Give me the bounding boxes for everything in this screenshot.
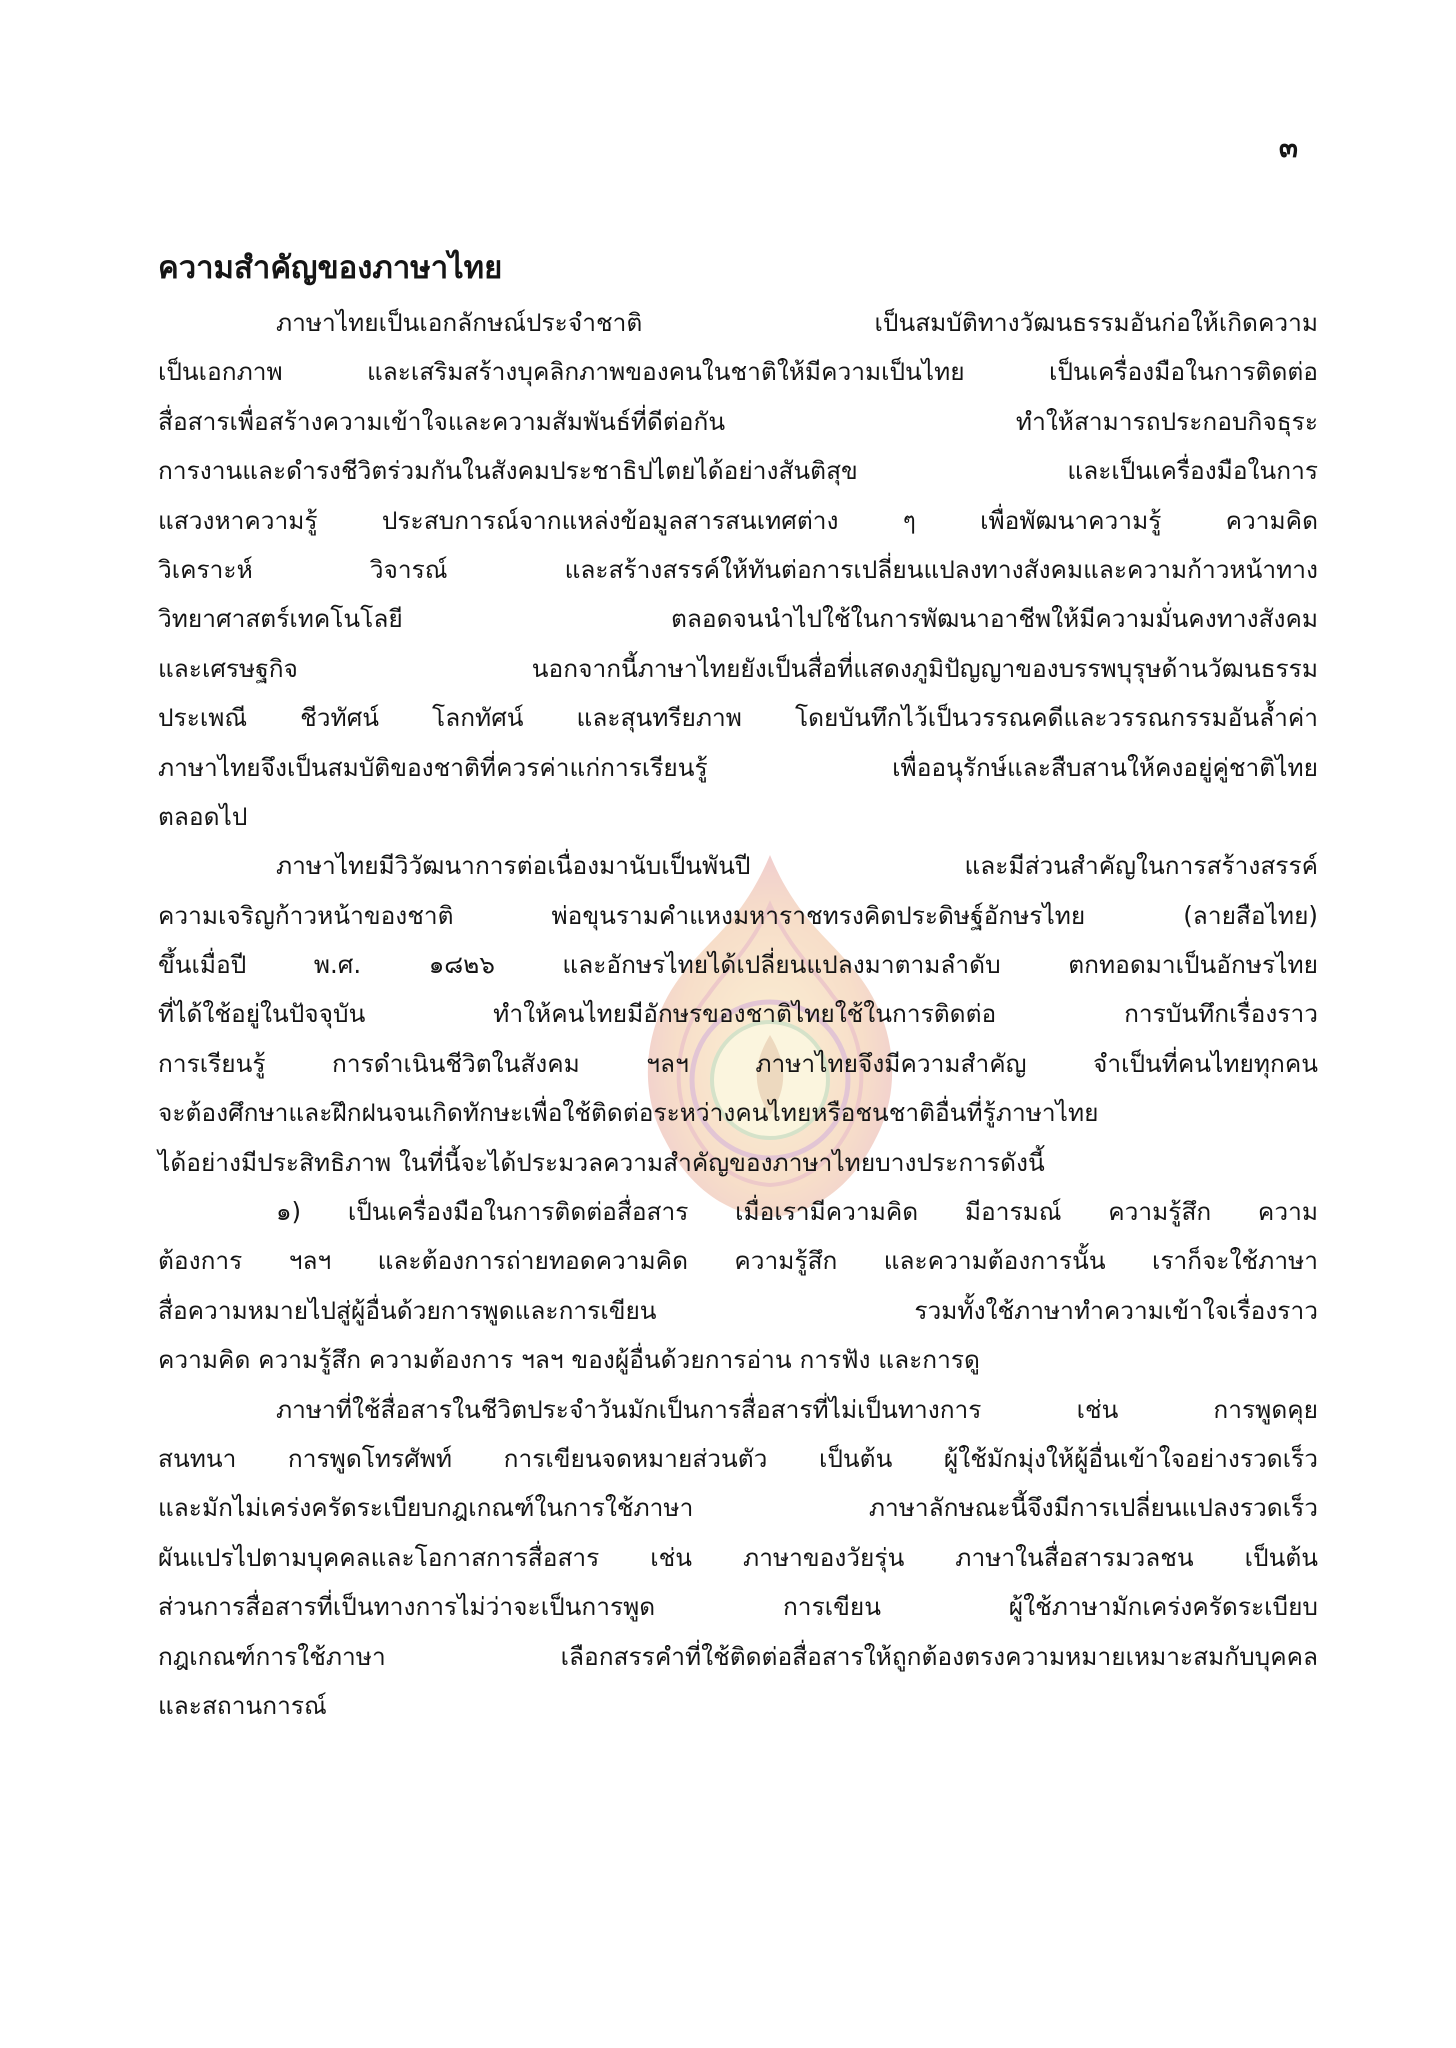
text-line: ตลอดไป [158,801,248,831]
paragraph-2 [158,841,1318,1187]
text-line: การเรียนรู้ การดำเนินชีวิตในสังคม ฯลฯ ภาษาไทยจึงมีความสำคัญ จำเป็นที่คนไทยทุกคน [158,1048,1318,1078]
section-heading: ความสำคัญของภาษาไทย [158,250,503,286]
text-line: ผันแปรไปตามบุคคลและโอกาสการสื่อสาร เช่น ภาษาของวัยรุ่น ภาษาในสื่อสารมวลชน เป็นต้น [158,1542,1318,1572]
text-line: ต้องการ ฯลฯ และต้องการถ่ายทอดความคิด ความรู้สึก และความต้องการนั้น เราก็จะใช้ภาษา [158,1246,1318,1276]
text-line: ภาษาที่ใช้สื่อสารในชีวิตประจำวันมักเป็นการสื่อสารที่ไม่เป็นทางการ เช่น การพูดคุย [276,1394,1318,1424]
text-line: ภาษาไทยเป็นเอกลักษณ์ประจำชาติ เป็นสมบัติทางวัฒนธรรมอันก่อให้เกิดความ [276,308,1318,337]
text-line: กฎเกณฑ์การใช้ภาษา เลือกสรรคำที่ใช้ติดต่อสื่อสารให้ถูกต้องตรงความหมายเหมาะสมกับบุคคล [158,1641,1318,1671]
text-line: ประเพณี ชีวทัศน์ โลกทัศน์ และสุนทรียภาพ โดยบันทึกไว้เป็นวรรณคดีและวรรณกรรมอันล้ำค่า [158,703,1318,733]
text-line: ความคิด ความรู้สึก ความต้องการ ฯลฯ ของผู้อื่นด้วยการอ่าน การฟัง และการดู [158,1345,980,1375]
paragraph-3 [158,1187,1318,1385]
page-number: ๓ [1278,131,1298,164]
paragraph-4 [158,1385,1318,1731]
text-line: เป็นเอกภาพ และเสริมสร้างบุคลิกภาพของคนในชาติให้มีความเป็นไทย เป็นเครื่องมือในการติดต่อ [158,357,1318,387]
text-line: สื่อสารเพื่อสร้างความเข้าใจและความสัมพันธ์ที่ดีต่อกัน ทำให้สามารถประกอบกิจธุระ [158,406,1318,436]
document-body [158,238,1318,1730]
text-line: และสถานการณ์ [158,1690,327,1720]
text-line: สนทนา การพูดโทรศัพท์ การเขียนจดหมายส่วนตัว เป็นต้น ผู้ใช้มักมุ่งให้ผู้อื่นเข้าใจอย่างรวดเร็ว [158,1443,1318,1473]
text-line: วิเคราะห์ วิจารณ์ และสร้างสรรค์ให้ทันต่อการเปลี่ยนแปลงทางสังคมและความก้าวหน้าทาง [158,554,1318,584]
text-line: ขึ้นเมื่อปี พ.ศ. ๑๘๒๖ และอักษรไทยได้เปลี่ยนแปลงมาตามลำดับ ตกทอดมาเป็นอักษรไทย [158,950,1318,980]
text-line: และมักไม่เคร่งครัดระเบียบกฎเกณฑ์ในการใช้ภาษา ภาษาลักษณะนี้จึงมีการเปลี่ยนแปลงรวดเร็ว [158,1493,1318,1523]
text-line: และเศรษฐกิจ นอกจากนี้ภาษาไทยยังเป็นสื่อที่แสดงภูมิปัญญาของบรรพบุรุษด้านวัฒนธรรม [158,653,1318,683]
text-line: การงานและดำรงชีวิตร่วมกันในสังคมประชาธิปไตยได้อย่างสันติสุข และเป็นเครื่องมือในการ [158,456,1318,486]
text-line: ที่ได้ใช้อยู่ในปัจจุบัน ทำให้คนไทยมีอักษรของชาติไทยใช้ในการติดต่อ การบันทึกเรื่องราว [158,999,1318,1029]
text-line: วิทยาศาสตร์เทคโนโลยี ตลอดจนนำไปใช้ในการพัฒนาอาชีพให้มีความมั่นคงทางสังคม [158,604,1318,634]
text-line: ส่วนการสื่อสารที่เป็นทางการไม่ว่าจะเป็นการพูด การเขียน ผู้ใช้ภาษามักเคร่งครัดระเบียบ [158,1592,1318,1622]
text-line: แสวงหาความรู้ ประสบการณ์จากแหล่งข้อมูลสารสนเทศต่าง ๆ เพื่อพัฒนาความรู้ ความคิด [158,505,1318,535]
paragraph-1 [158,298,1318,841]
text-line: ภาษาไทยมีวิวัฒนาการต่อเนื่องมานับเป็นพันปี และมีส่วนสำคัญในการสร้างสรรค์ [276,851,1318,881]
text-line: ๑) เป็นเครื่องมือในการติดต่อสื่อสาร เมื่อเรามีความคิด มีอารมณ์ ความรู้สึก ความ [276,1197,1318,1227]
text-line: ภาษาไทยจึงเป็นสมบัติของชาติที่ควรค่าแก่การเรียนรู้ เพื่ออนุรักษ์และสืบสานให้คงอยู่คู่ชาติไทย [158,752,1318,782]
text-line: สื่อความหมายไปสู่ผู้อื่นด้วยการพูดและการเขียน รวมทั้งใช้ภาษาทำความเข้าใจเรื่องราว [158,1295,1318,1325]
text-line: ได้อย่างมีประสิทธิภาพ ในที่นี้จะได้ประมวลความสำคัญของภาษาไทยบางประการดังนี้ [158,1147,1045,1177]
text-line: จะต้องศึกษาและฝึกฝนจนเกิดทักษะเพื่อใช้ติดต่อระหว่างคนไทยหรือชนชาติอื่นที่รู้ภาษาไทย [158,1098,1099,1128]
text-line: ความเจริญก้าวหน้าของชาติ พ่อขุนรามคำแหงมหาราชทรงคิดประดิษฐ์อักษรไทย (ลายสือไทย) [158,900,1318,930]
